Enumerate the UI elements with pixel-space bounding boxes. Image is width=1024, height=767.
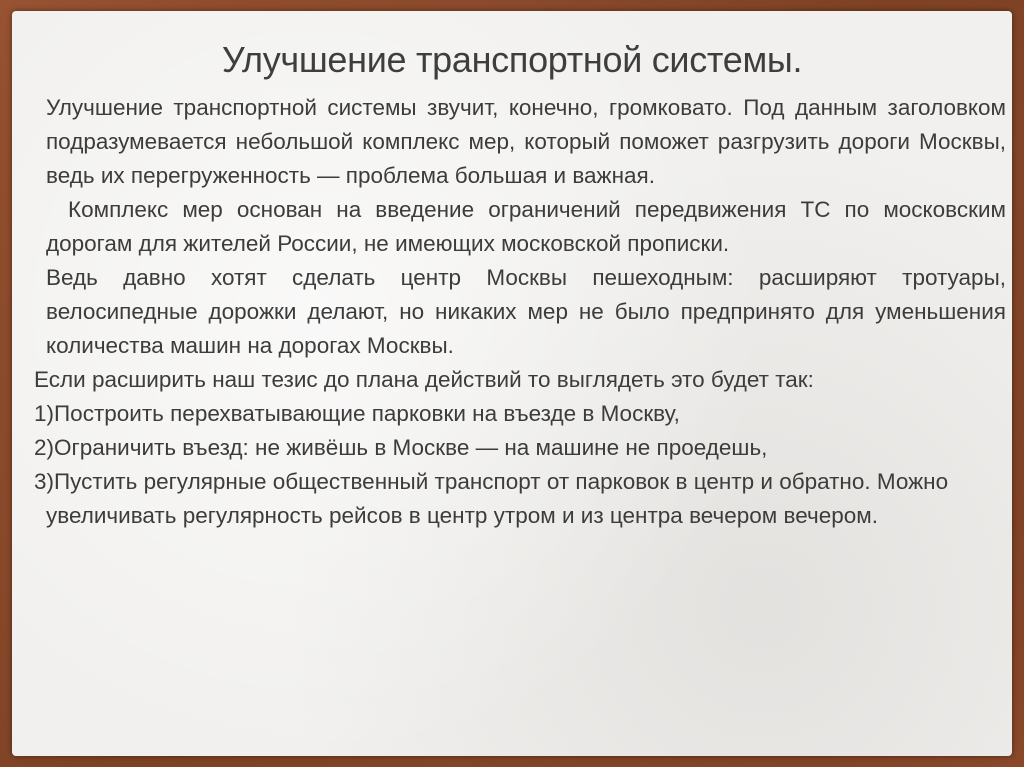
plan-item-3: 3)Пустить регулярные общественный транспорт от парковок в центр и обратно. Можно увеличивать регулярность рейсов в центр утром и из центра вечером вечером. (34, 469, 949, 528)
slide (12, 11, 1012, 756)
slide-body (34, 91, 1006, 533)
plan-item-2: 2)Ограничить въезд: не живёшь в Москве — на машине не проедешь, (34, 435, 768, 460)
plan-item-1: 1)Построить перехватывающие парковки на въезде в Москву, (34, 401, 680, 426)
plan-intro: Если расширить наш тезис до плана действий то выглядеть это будет так: (34, 367, 814, 392)
paragraph-center: Ведь давно хотят сделать центр Москвы пешеходным: расширяют тротуары, велосипедные дорожки делают, но никаких мер не было предпринято для уменьшения количества машин на дорогах Москвы. (46, 265, 1006, 358)
slide-title: Улучшение транспортной системы. (221, 39, 803, 80)
paragraph-measures: Комплекс мер основан на введение ограничений передвижения ТС по московским дорогам для жителей России, не имеющих московской прописки. (46, 197, 1006, 256)
paragraph-intro: Улучшение транспортной системы звучит, конечно, громковато. Под данным заголовком подразумевается небольшой комплекс мер, который поможет разгрузить дороги Москвы, ведь их перегруженность — проблема большая и важная. (46, 95, 1006, 188)
